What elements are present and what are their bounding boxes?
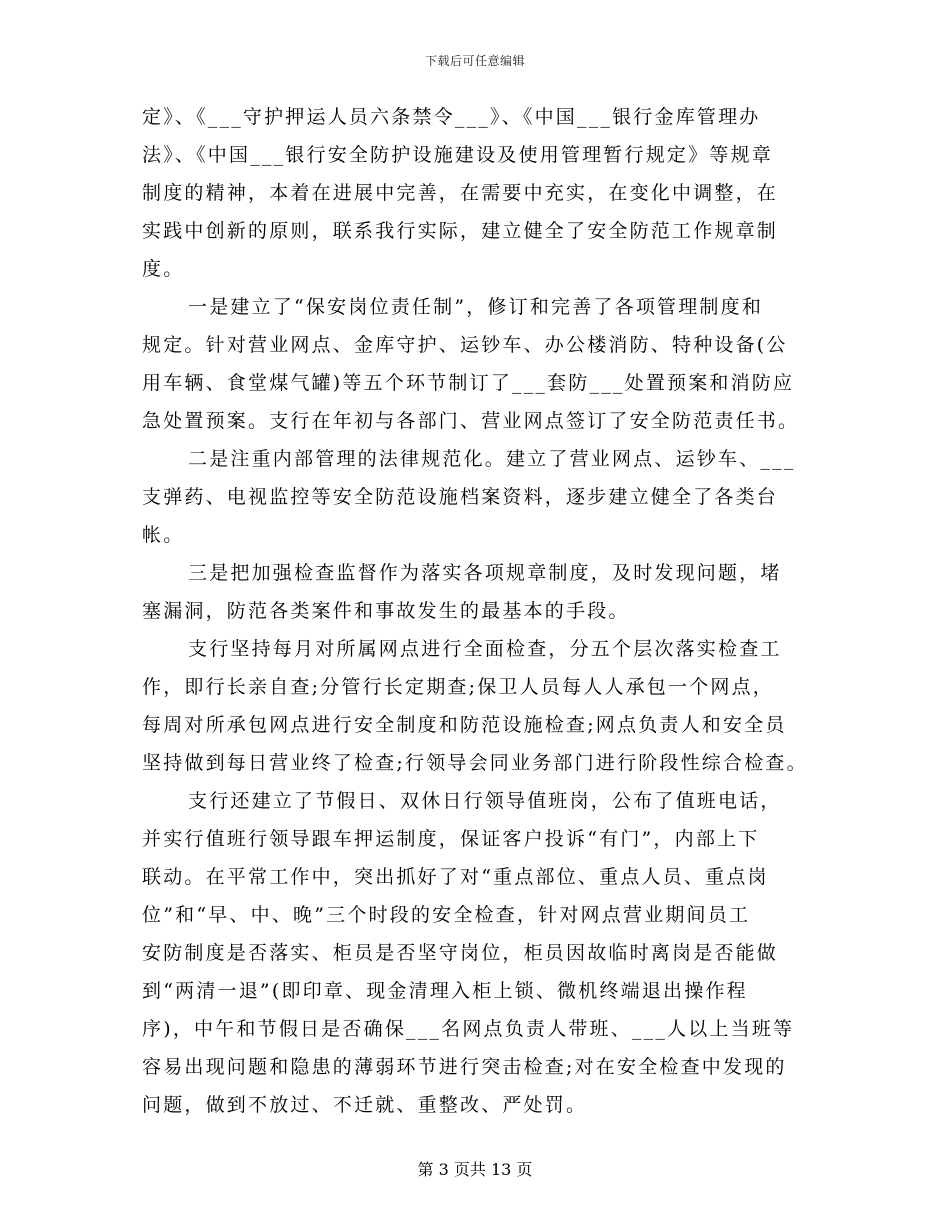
text-line: 实践中创新的原则，联系我行实际，建立健全了安全防范工作规章制 [142,220,779,242]
page-number-footer: 第 3 页共 13 页 [417,1160,533,1179]
paragraph-duty-system [142,782,822,1124]
page-header: 下载后可任意编辑 [424,54,525,68]
document-body [142,98,822,1124]
text-line: 容易出现问题和隐患的薄弱环节进行突击检查;对在安全检查中发现的 [142,1056,787,1078]
text-line: 急处置预案。支行在年初与各部门、营业网点签订了安全防范责任书。 [142,410,800,432]
paragraph-regulations [142,98,822,288]
text-line: 一是建立了“保安岗位责任制”，修订和完善了各项管理制度和 [188,296,764,318]
text-line: 到“两清一退”(即印章、现金清理入柜上锁、微机终端退出操作程 [142,980,748,1002]
text-line: 坚持做到每日营业终了检查;行领导会同业务部门进行阶段性综合检查。 [142,752,808,774]
text-line: 制度的精神，本着在进展中完善，在需要中充实，在变化中调整，在 [142,182,779,204]
text-line: 塞漏洞，防范各类案件和事故发生的最基本的手段。 [142,600,630,622]
text-line: 位”和“早、中、晚”三个时段的安全检查，针对网点营业期间员工 [142,904,751,926]
text-line: 二是注重内部管理的法律规范化。建立了营业网点、运钞车、___ [188,448,796,470]
text-line: 问题，做到不放过、不迁就、重整改、严处罚。 [142,1094,588,1116]
paragraph-monthly-inspection [142,630,822,782]
paragraph-first-measure [142,288,822,440]
text-line: 度。 [142,258,185,280]
text-line: 规定。针对营业网点、金库守护、运钞车、办公楼消防、特种设备(公 [142,334,788,356]
text-line: 三是把加强检查监督作为落实各项规章制度，及时发现问题，堵 [188,562,782,584]
text-line: 定》、《___守护押运人员六条禁令___》、《中国___银行金库管理办 [142,106,761,128]
text-line: 作，即行长亲自查;分管行长定期查;保卫人员每人人承包一个网点， [142,676,775,698]
text-line: 支行坚持每月对所属网点进行全面检查，分五个层次落实检查工 [188,638,782,660]
text-line: 安防制度是否落实、柜员是否坚守岗位，柜员因故临时离岗是否能做 [142,942,779,964]
paragraph-third-measure [142,554,822,630]
text-line: 帐。 [142,524,185,546]
text-line: 序)，中午和节假日是否确保___名网点负责人带班、___人以上当班等 [142,1018,795,1040]
text-line: 支弹药、电视监控等安全防范设施档案资料，逐步建立健全了各类台 [142,486,779,508]
text-line: 联动。在平常工作中，突出抓好了对“重点部位、重点人员、重点岗 [142,866,769,888]
text-line: 并实行值班行领导跟车押运制度，保证客户投诉“有门”，内部上下 [142,828,760,850]
text-line: 用车辆、食堂煤气罐)等五个环节制订了___套防___处置预案和消防应 [142,372,795,394]
text-line: 法》、《中国___银行安全防护设施建设及使用管理暂行规定》等规章 [142,144,773,166]
paragraph-second-measure [142,440,822,554]
text-line: 支行还建立了节假日、双休日行领导值班岗，公布了值班电话， [188,790,782,812]
text-line: 每周对所承包网点进行安全制度和防范设施检查;网点负责人和安全员 [142,714,787,736]
